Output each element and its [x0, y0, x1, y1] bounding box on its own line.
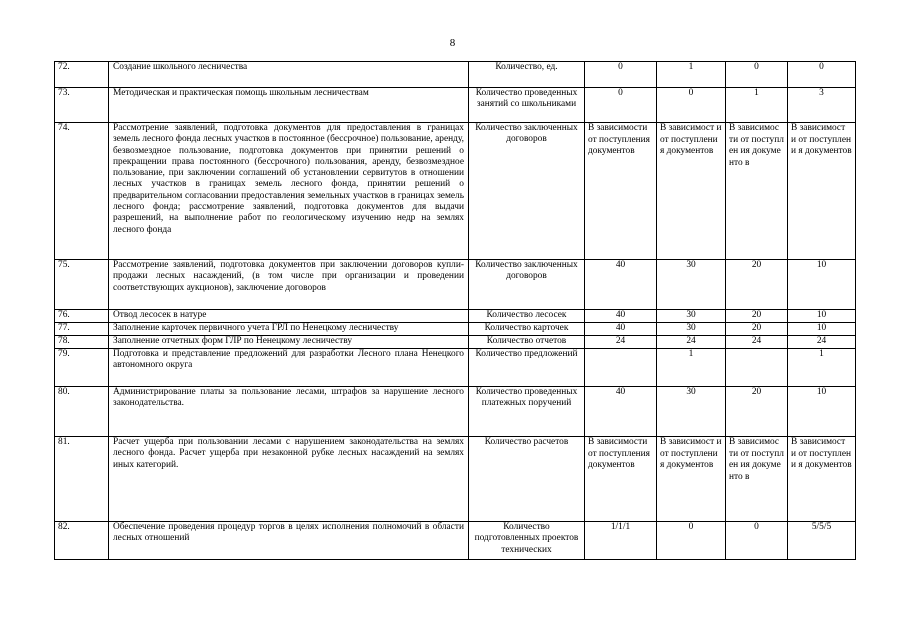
row-description: Заполнение отчетных форм ГЛР по Ненецкому лесничеству: [109, 336, 469, 349]
value-year-4: В зависимост и от поступлени я документов: [788, 437, 856, 522]
row-description: Методическая и практическая помощь школьным лесничествам: [109, 88, 469, 123]
plan-table: [54, 61, 856, 560]
value-year-1: 40: [585, 310, 657, 323]
table-row: [55, 123, 856, 260]
page-number: 8: [449, 37, 456, 49]
value-year-4: 10: [788, 260, 856, 310]
row-unit: Количество предложений: [469, 349, 585, 387]
row-number: 73.: [55, 88, 109, 123]
value-year-4: 10: [788, 310, 856, 323]
table-row: [55, 437, 856, 522]
value-year-1: В зависимости от поступления документов: [585, 437, 657, 522]
value-year-1: 24: [585, 336, 657, 349]
value-year-4: 1: [788, 349, 856, 387]
row-description: Подготовка и представление предложений для разработки Лесного плана Ненецкого автономного округа: [109, 349, 469, 387]
row-number: 74.: [55, 123, 109, 260]
value-year-1: 0: [585, 62, 657, 88]
row-unit: Количество лесосек: [469, 310, 585, 323]
value-year-3: 1: [726, 88, 788, 123]
value-year-2: 1: [657, 349, 726, 387]
value-year-1: 1/1/1: [585, 522, 657, 560]
table-row: [55, 336, 856, 349]
row-number: 81.: [55, 437, 109, 522]
row-description: Обеспечение проведения процедур торгов в целях исполнения полномочий в области лесных отношений: [109, 522, 469, 560]
value-year-2: 30: [657, 387, 726, 437]
table-row: [55, 88, 856, 123]
row-number: 78.: [55, 336, 109, 349]
row-unit: Количество заключенных договоров: [469, 123, 585, 260]
value-year-3: 0: [726, 62, 788, 88]
row-description: Расчет ущерба при пользовании лесами с нарушением законодательства на землях лесного фонда. Расчет ущерба при незаконной рубке лесных насаждений на землях иных категорий.: [109, 437, 469, 522]
value-year-4: 5/5/5: [788, 522, 856, 560]
row-description: Рассмотрение заявлений, подготовка документов для предоставления в границах земель лесного фонда лесных участков в постоянное (бессрочное) пользование, аренду, безвозмездное пользование, подготовка документов при принятии решений о прекращении права постоянного (бессрочного) пользования, аренду, безвозмездное пользование, при заключении соглашений об установлении сервитутов в отношении лесных участков в границах земель лесного фонда, принятии решений о предварительном согласовании предоставления земельных участков в границах земель лесного фонда; рассмотрение заявлений, подготовка документов для выдачи разрешений, на выполнение работ по геологическому изучению недр на землях лесного фонда: [109, 123, 469, 260]
value-year-1: 40: [585, 323, 657, 336]
value-year-3: 20: [726, 323, 788, 336]
row-number: 77.: [55, 323, 109, 336]
value-year-3: 24: [726, 336, 788, 349]
value-year-2: 30: [657, 323, 726, 336]
value-year-1: 40: [585, 260, 657, 310]
value-year-2: 30: [657, 310, 726, 323]
value-year-3: В зависимос ти от поступлен ия документо в: [726, 123, 788, 260]
table-row: [55, 349, 856, 387]
value-year-1: 0: [585, 88, 657, 123]
value-year-3: 20: [726, 310, 788, 323]
value-year-4: 10: [788, 323, 856, 336]
value-year-2: В зависимост и от поступлени я документов: [657, 123, 726, 260]
row-description: Администрирование платы за пользование лесами, штрафов за нарушение лесного законодательства.: [109, 387, 469, 437]
value-year-4: 10: [788, 387, 856, 437]
row-number: 76.: [55, 310, 109, 323]
row-number: 80.: [55, 387, 109, 437]
row-unit: Количество, ед.: [469, 62, 585, 88]
value-year-3: [726, 349, 788, 387]
row-description: Рассмотрение заявлений, подготовка документов при заключении договоров купли-продажи лесных насаждений, (в том числе при организации и проведении соответствующих аукционов), заключение договоров: [109, 260, 469, 310]
row-unit: Количество проведенных платежных поручений: [469, 387, 585, 437]
row-number: 82.: [55, 522, 109, 560]
value-year-2: 0: [657, 522, 726, 560]
value-year-2: 0: [657, 88, 726, 123]
value-year-2: 30: [657, 260, 726, 310]
value-year-2: 24: [657, 336, 726, 349]
value-year-4: В зависимост и от поступлени я документов: [788, 123, 856, 260]
row-unit: Количество расчетов: [469, 437, 585, 522]
row-unit: Количество отчетов: [469, 336, 585, 349]
row-number: 72.: [55, 62, 109, 88]
row-unit: Количество карточек: [469, 323, 585, 336]
table-row: [55, 62, 856, 88]
value-year-1: [585, 349, 657, 387]
value-year-2: 1: [657, 62, 726, 88]
row-unit: Количество проведенных занятий со школьниками: [469, 88, 585, 123]
value-year-3: 20: [726, 260, 788, 310]
value-year-3: 0: [726, 522, 788, 560]
row-description: Создание школьного лесничества: [109, 62, 469, 88]
row-number: 79.: [55, 349, 109, 387]
table-row: [55, 522, 856, 560]
value-year-3: 20: [726, 387, 788, 437]
value-year-4: 3: [788, 88, 856, 123]
value-year-1: В зависимости от поступления документов: [585, 123, 657, 260]
row-unit: Количество подготовленных проектов технических: [469, 522, 585, 560]
row-description: Заполнение карточек первичного учета ГРЛ по Ненецкому лесничеству: [109, 323, 469, 336]
row-number: 75.: [55, 260, 109, 310]
value-year-3: В зависимос ти от поступлен ия документо в: [726, 437, 788, 522]
row-unit: Количество заключенных договоров: [469, 260, 585, 310]
table-row: [55, 260, 856, 310]
value-year-4: 24: [788, 336, 856, 349]
table-row: [55, 323, 856, 336]
value-year-1: 40: [585, 387, 657, 437]
table-row: [55, 387, 856, 437]
table-row: [55, 310, 856, 323]
value-year-2: В зависимост и от поступлени я документов: [657, 437, 726, 522]
row-description: Отвод лесосек в натуре: [109, 310, 469, 323]
value-year-4: 0: [788, 62, 856, 88]
